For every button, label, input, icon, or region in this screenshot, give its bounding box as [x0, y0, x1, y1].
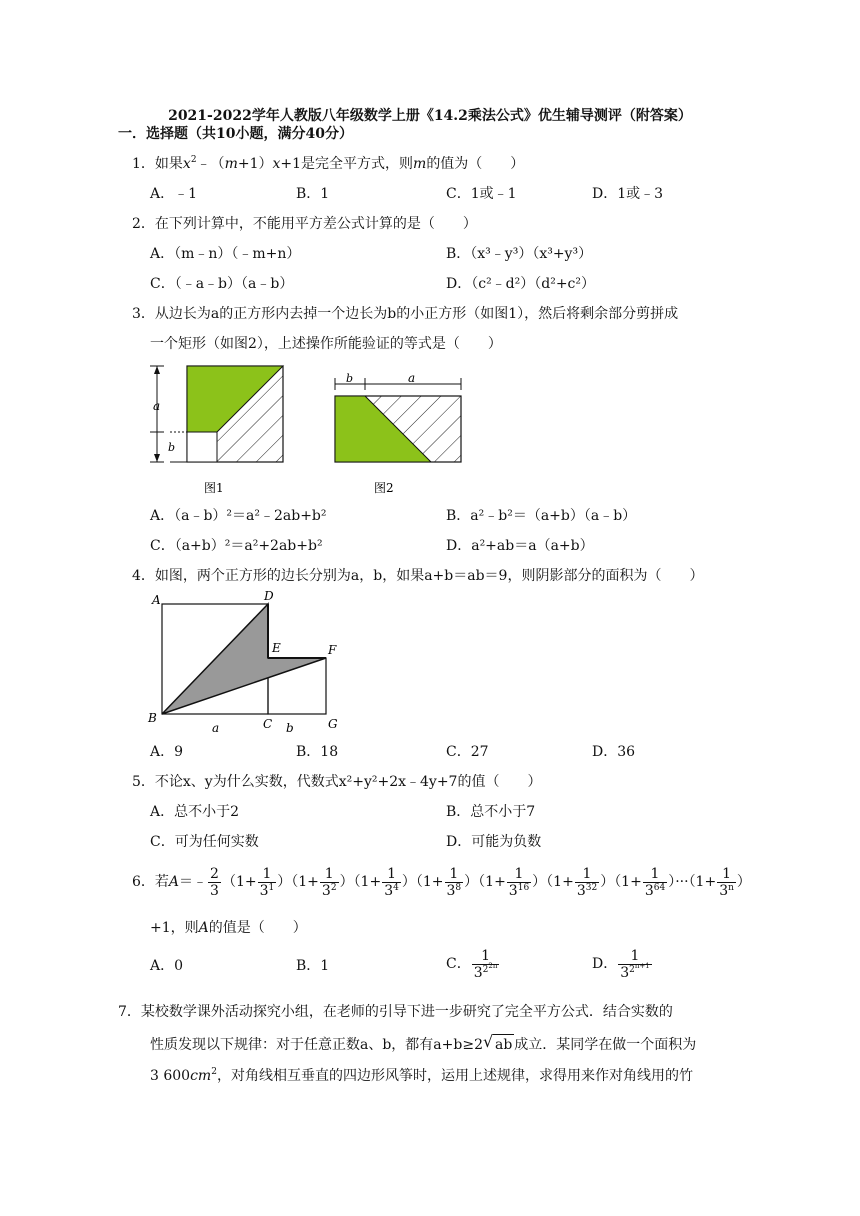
fig2-label-b: b: [346, 372, 354, 385]
q6-term-6: $\frac{1}{3^{32}}$: [576, 865, 598, 899]
question-2: 2．在下列计算中，不能用平方差公式计算的是（ ）: [132, 216, 477, 232]
q6-term-4: $\frac{1}{3^8}$: [446, 865, 462, 899]
q5-option-b: B．总不小于7: [446, 804, 536, 820]
question-5: 5．不论x、y为什么实数，代数式x²+y²+2x﹣4y+7的值（ ）: [132, 774, 542, 790]
question-7-line-2: 性质发现以下规律：对于任意正数a、b，都有a+b≥2√ ab 成立．某同学在做一个面积为: [150, 1034, 696, 1055]
q6-term-3: $\frac{1}{3^4}$: [384, 865, 399, 899]
q6-term-7: $\frac{1}{3^{64}}$: [644, 865, 666, 899]
q6-term-5: $\frac{1}{3^{16}}$: [508, 865, 530, 899]
q4-option-c: C．27: [446, 744, 489, 760]
q3-figure: [140, 360, 500, 500]
q4-label-side-b: b: [286, 721, 294, 735]
q4-option-b: B．18: [296, 744, 339, 760]
q2-option-d: D．（c²﹣d²）（d²+c²）: [446, 276, 596, 292]
question-3-line-1: 3．从边长为a的正方形内去掉一个边长为b的小正方形（如图1），然后将剩余部分剪拼成: [132, 306, 679, 322]
q5-option-c: C．可为任何实数: [150, 834, 259, 850]
fig1-label-a: a: [153, 399, 161, 413]
figure-2-rectangle: [335, 371, 461, 462]
q4-label-b-point: B: [148, 711, 157, 725]
q3-option-a: A．（a﹣b）²＝a²﹣2ab+b²: [150, 508, 327, 524]
q6-term-1: $\frac{1}{3^1}$: [259, 865, 275, 899]
question-3-line-2: 一个矩形（如图2），上述操作所能验证的等式是（ ）: [150, 336, 502, 352]
q1-option-b: B．1: [296, 186, 330, 202]
question-7-line-1: 7．某校数学课外活动探究小组，在老师的引导下进一步研究了完全平方公式．结合实数的: [118, 1004, 673, 1020]
question-7-line-3: 3 $600cm^2$，对角线相互垂直的四边形风筝时，运用上述规律，求得用来作对角线用的竹: [150, 1067, 693, 1084]
q2-option-b: B．（x³﹣y³）（x³+y³）: [446, 246, 593, 262]
q3-option-b: B．a²﹣b²＝（a+b）（a﹣b）: [446, 508, 637, 524]
q4-option-a: A．9: [150, 744, 184, 760]
fig1-label-b: b: [168, 441, 176, 454]
q5-option-d: D．可能为负数: [446, 834, 542, 850]
question-4: 4．如图，两个正方形的边长分别为a，b，如果a+b＝ab＝9，则阴影部分的面积为（ ）: [132, 568, 704, 584]
q4-figure: [140, 588, 350, 738]
q2-option-c: C．（﹣a﹣b）（a﹣b）: [150, 276, 294, 292]
fig2-label-a: a: [408, 371, 416, 385]
q4-label-f: F: [328, 643, 337, 657]
q5-option-a: A．总不小于2: [150, 804, 240, 820]
q6-option-c: C． $\frac{1}{3^{2^{2n}}}$: [446, 947, 498, 981]
q6-option-b: B．1: [296, 958, 330, 974]
q4-label-d: D: [264, 589, 274, 603]
q4-label-a-point: A: [152, 593, 161, 607]
q4-option-d: D．36: [592, 744, 636, 760]
fig1-caption: 图1: [204, 481, 224, 495]
q3-option-c: C．（a+b）²＝a²+2ab+b²: [150, 538, 323, 554]
q1-option-a: A．﹣1: [150, 186, 198, 202]
section-heading: 一．选择题（共10小题，满分40分）: [118, 126, 353, 142]
q2-option-a: A．（m﹣n）（﹣m+n）: [150, 246, 301, 262]
q6-term-8: $\frac{1}{3^n}$: [719, 865, 734, 899]
q4-label-c: C: [263, 717, 273, 731]
q4-label-side-a: a: [212, 721, 220, 735]
q6-option-d: D． $\frac{1}{3^{2^{n+1}}}$: [592, 947, 650, 981]
q1-option-c: C．1或﹣1: [446, 186, 517, 202]
q6-option-a: A．0: [150, 958, 184, 974]
q3-option-d: D．a²+ab＝a（a+b）: [446, 538, 594, 554]
question-6-line-2: +1，则A的值是（ ）: [150, 920, 307, 936]
q4-label-e: E: [272, 641, 281, 655]
q1-option-d: D．1或﹣3: [592, 186, 664, 202]
fig2-caption: 图2: [374, 481, 394, 495]
question-6-line-1: 6．若A＝﹣ $\frac{2}{3}$ （1+ $\frac{1}{3^1}$ ）（1+ $\frac{1}{3^2}$ ）（1+ $\frac{1}{3^4}$ ）（1+ $\frac{1}{3^8}$ ）（1+ $\frac{1}{3^{16}}$ ）（1+ $\frac{1}{3^{32}}$ ）（1+ $\frac{1}{3^{64}}$ ）···（1+ $\frac{1}{3^n}$ ）: [132, 865, 751, 899]
q4-label-g: G: [328, 717, 338, 731]
figure-1-square: [150, 366, 283, 462]
q6-term-2: $\frac{1}{3^2}$: [321, 865, 337, 899]
question-1: 1．如果$x^2﹣(m+1)x+1$是完全平方式，则m的值为（ ）: [132, 155, 525, 172]
page-title: 2021-2022学年人教版八年级数学上册《14.2乘法公式》优生辅导测评（附答案）: [168, 108, 692, 124]
